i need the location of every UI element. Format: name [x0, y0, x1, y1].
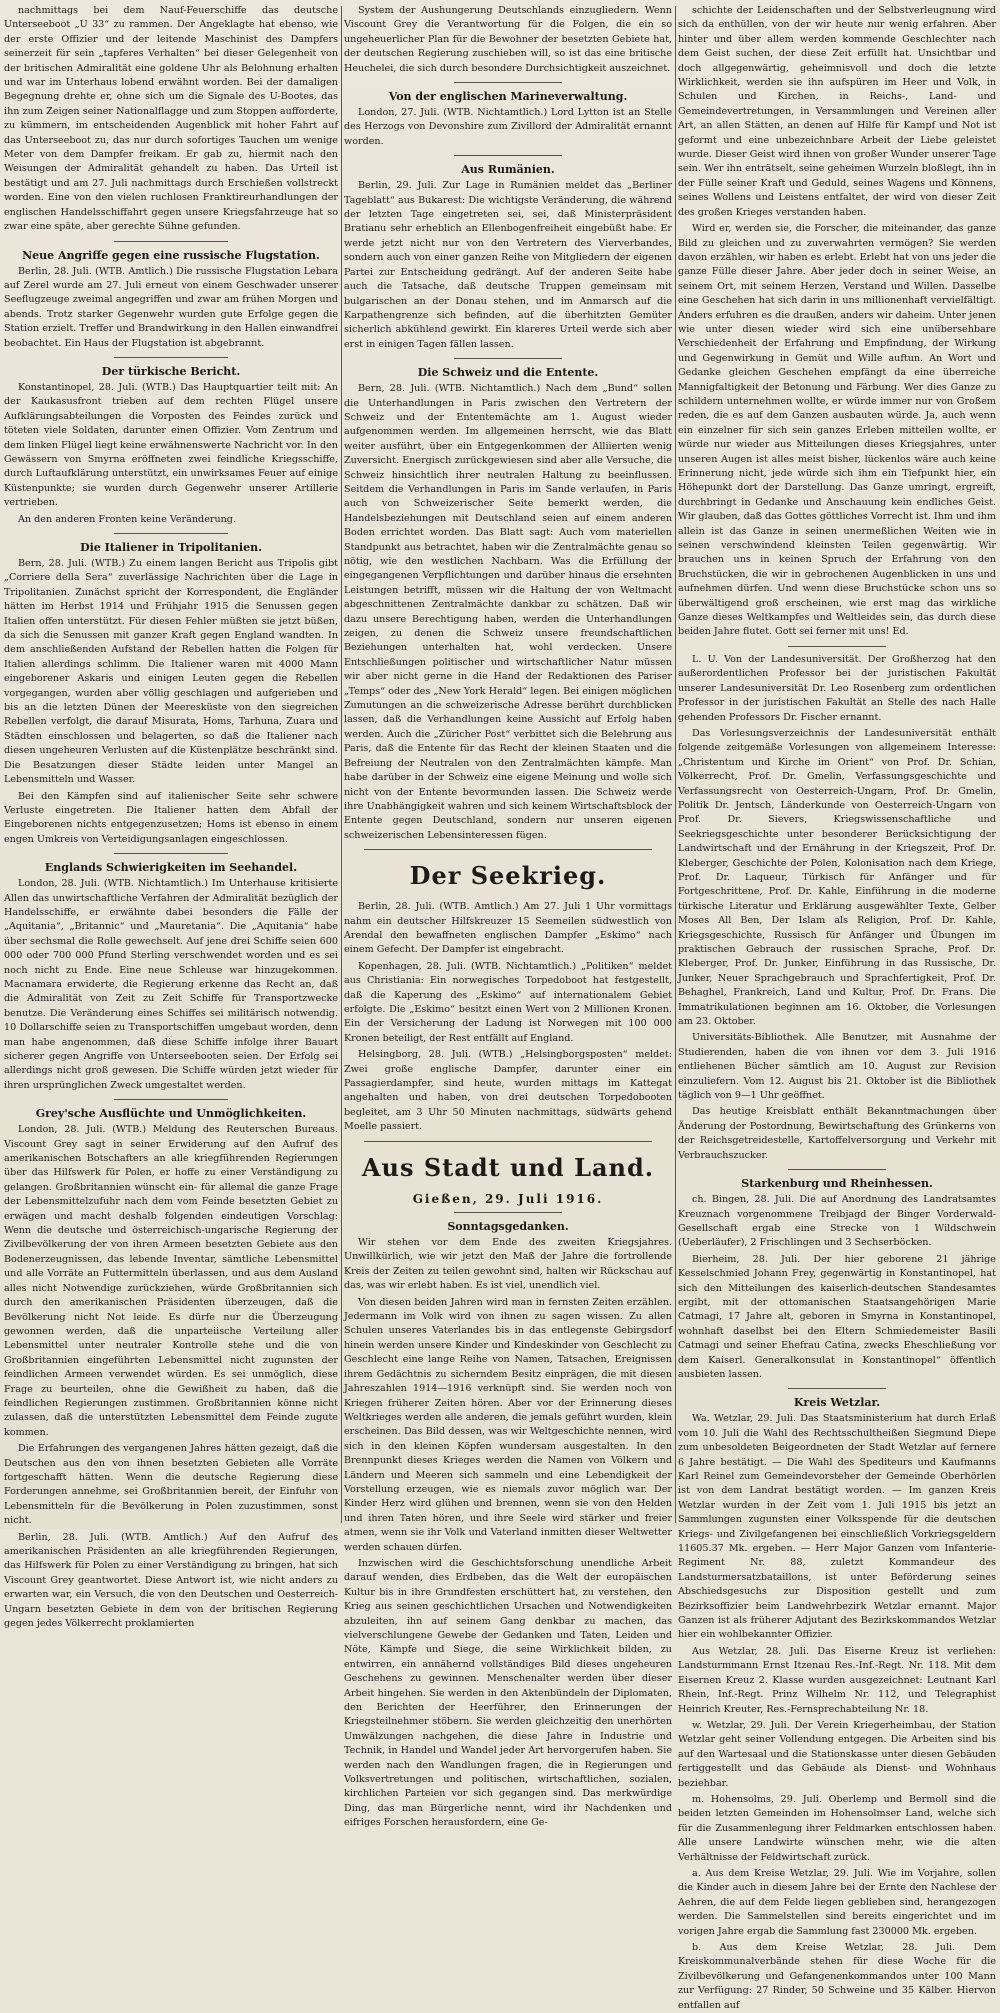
article-paragraph: Helsingborg, 28. Juli. (WTB.) „Helsingborgsposten“ meldet: Zwei große englische Dampfer, darunter einer ein Passagierdampfer, sind heute, wurden mittags im Kattegat angehalten und haben, von drei deutschen Torpedobooten begleitet, am 3 Uhr 50 Minuten nachmittags, südwärts gehend Moelle passiert. — [344, 1049, 672, 1133]
column-1 — [4, 4, 338, 1630]
article-paragraph: London, 27. Juli. (WTB. Nichtamtlich.) Lord Lytton ist an Stelle des Herzogs von Devonshire zum Zivillord der Admiralität ernannt worden. — [344, 107, 672, 147]
section-heading: Aus Rumänien. — [461, 163, 555, 177]
column-3 — [678, 4, 996, 2011]
section-divider — [454, 1212, 562, 1213]
dateline: Gießen, 29. Juli 1916. — [412, 1191, 604, 1206]
section-heading: Kreis Wetzlar. — [793, 1396, 881, 1410]
article-paragraph: Universitäts-Bibliothek. Alle Benutzer, mit Ausnahme der Studierenden, haben die von ihnen vor dem 3. Juli 1916 entliehenen Bücher sämtlich am 10. August zur Revision einzuliefern. Vom 12. August bis 21. Oktober ist die Bibliothek täglich von 9—1 Uhr geöffnet. — [678, 1032, 996, 1102]
section-divider — [788, 646, 886, 647]
section-divider — [454, 358, 562, 359]
article-paragraph: London, 28. Juli. (WTB.) Meldung des Reuterschen Bureaus. Viscount Grey sagt in seiner Erwiderung auf den Aufruf des amerikanischen Botschafters an alle kriegführenden Regierungen über das Hilfswerk für Polen, er hoffe zu einer Verständigung zu gelangen. Großbritannien wünscht ein- für allemal die ganze Frage der Lebensmittelzufuhr nach dem vom Feinde besetzten Gebiet zu erwägen und macht deshalb folgenden eindeutigen Vorschlag: Wenn die deutsche und österreichisch-ungarische Regierung der Zivilbevölkerung der von ihren Armeen besetzten Gebiete aus den Bodenerzeugnissen, das lebende Inventar, sämtliche Lebensmittel und alle Vorräte an Futtermitteln überlassen, und aus dem Ausland alles nicht Notwendige zurückziehen, würde Großbritannien sich durch den amerikanischen Präsidenten überzeugen, daß die Bevölkerung nicht Not leide. Es dürfe nur die Überzeugung gewonnen werden, daß die unparteiische Verteilung aller Lebensmittel unter neutraler Kontrolle stehe und die von Großbritannien eingeführten Lebensmittel nicht zugunsten der feindlichen Armeen verwendet würden. Es sei unmöglich, diese Frage zu beurteilen, ohne die Gewißheit zu haben, daß die feindlichen Regierungen zustimmen. Großbritannien könne nicht zulassen, daß die unterstützten Lebensmittel dem Feinde zugute kommen. — [4, 1124, 338, 1438]
section-divider — [114, 1099, 228, 1100]
section-heading: Der türkische Bericht. — [101, 364, 241, 378]
section-divider — [788, 1169, 886, 1170]
article-paragraph: m. Hohensolms, 29. Juli. Oberlemp und Bermoll sind die beiden letzten Gemeinden im Hohensolmser Land, welche sich für die Zusammenlegung ihrer Feldmarken entschlossen haben. Alle unsere Landwirte wünschen mehr, wie die alten Verhältnisse der Feldwirtschaft zurück. — [678, 1793, 996, 1863]
column-rule — [675, 6, 676, 1523]
article-paragraph: System der Aushungerung Deutschlands einzugliedern. Wenn Viscount Grey die Verantwortung für die Folgen, die ein so ungeheuerlicher Plan für die Bewohner der besetzten Gebiete hat, der deutschen Regierung zuschieben will, so ist das eine britische Heuchelei, die sich durch besondere Durchsichtigkeit auszeichnet. — [344, 5, 672, 74]
section-heading: Die Italiener in Tripolitanien. — [80, 541, 262, 554]
article-paragraph: ch. Bingen, 28. Juli. Die auf Anordnung des Landratsamtes Kreuznach vorgenommene Treibjagd der Binger Vorderwald-Gesellschaft ergab eine Strecke von 1 Wildschwein (Ueberläufer), 2 Frischlingen und 3 Sechserböcken. — [678, 1194, 996, 1249]
article-paragraph: Bierheim, 28. Juli. Der hier geborene 21 jährige Kesselschmied Johann Frey, gegenwärtig in Konstantinopel, hat sich den Mitteilungen des kaiserlich-deutschen Standesamtes ergibt, mit der ottomanischen Staatsangehörigen Marie Catmagi, 17 Jahre alt, geboren in Smyrna in Konstantinopel, wohnhaft daselbst bei den Eltern Schmiedemeister Basili Catmagi und seiner Ehefrau Catina, zwecks Eheschließung vor dem Kaiserl. Generalkonsulat in Konstantinopel“ öffentlich ausbieten lassen. — [678, 1253, 996, 1380]
section-heading: Aus Stadt und Land. — [361, 1152, 655, 1182]
article-paragraph: Das heutige Kreisblatt enthält Bekanntmachungen über Änderung der Postordnung, Bewirtschaftung des Grünkerns von der Reichsgetreidestelle, Kartoffelversorgung und Verkehr mit Verbrauchszucker. — [678, 1106, 996, 1161]
column-rule — [341, 6, 342, 1523]
column-2 — [344, 4, 672, 1829]
section-heading: Sonntagsgedanken. — [447, 1220, 569, 1234]
article-paragraph: schichte der Leidenschaften und der Selbstverleugnung wird sich da enthüllen, von der wir heute nur wenig erfahren. Aber hinter und über allem werden kommende Geschlechter nach dem Geist suchen, der diese Zeit erfüllt hat. Unsichtbar und doch allgegenwärtig, geheimnisvoll und doch die letzte Wirklichkeit, werden sie ihn aufspüren im Heer und Volk, in Schulen und Kirchen, in Reichs-, Land- und Gemeindevertretungen, in Versammlungen und Vereinen aller Art, an allen Stätten, an denen auf Hilfe für Kampf und Not ist geformt und eine unbezeichnbare Arbeit der Liebe geleistet wurde. Dieser Geist wird ihnen von großer Wunder unserer Tage sein. Wer ihn enträtselt, seine geheimen Wurzeln bloßlegt, ihn in der Fülle seiner Kraft und Geduld, seines Wagens und Könnens, seines Wollens und Leistens entfaltet, der wird von dieser Zeit des großen Krieges verstanden haben. — [678, 5, 996, 218]
article-paragraph: Berlin, 28. Juli. (WTB. Amtlich.) Die russische Flugstation Lebara auf Zerel wurde am 27. Juli erneut von einem Geschwader unserer Seeflugzeuge zweimal angegriffen und zwar am frühen Morgen und abends. Trotz starker Gegenwehr wurden gute Erfolge gegen die Station erzielt. Treffer und Brandwirkung in den Hallen einwandfrei beobachtet. Ein Haus der Flugstation ist abgebrannt. — [4, 265, 338, 349]
article-paragraph: Inzwischen wird die Geschichtsforschung unendliche Arbeit darauf wenden, dies Erdbeben, das die Welt der europäischen Kultur bis in ihre Grundfesten erschüttert hat, zu verstehen, den Krieg aus seinen geschichtlichen Ursachen und Notwendigkeiten abzuleiten, ihn auf seinem Gang denkbar zu machen, das vielverschlungene Gewebe der Gedanken und Taten, Leiden und Nöte, Kämpfe und Siege, die seine Wirklichkeit bilden, zu entwirren, ein annähernd vollständiges Bild dieses ungeheuren Geschehens zu gewinnen. Menschenalter werden über dieser Arbeit hingehen. Sie werden in den Aktenbündeln der Diplomaten, den Berichten der Heerführer, den Erinnerungen der Kriegsteilnehmer stöbern. Sie werden gleichzeitig den unerhörten Umwälzungen nachgehen, die diese Jahre in Industrie und Technik, in Handel und Wandel jeder Art hervorgerufen haben. Sie werden nach den Wandlungen fragen, die in Regierungen und Volksvertretungen und politischen, wirtschaftlichen, sozialen, kirchlichen Parteien vor sich gegangen sind. Das merkwürdige Ding, das man Bürgerliche nennt, wird ihr Nachdenken und eifriges Forschen herausfordern, eine Ge- — [344, 1557, 672, 1829]
section-heading: Englands Schwierigkeiten im Seehandel. — [44, 861, 298, 875]
section-heading: Die Schweiz und die Entente. — [417, 366, 599, 380]
section-heading: Der Seekrieg. — [409, 861, 607, 891]
section-divider — [364, 849, 652, 850]
article-paragraph: Bern, 28. Juli. (WTB. Nichtamtlich.) Nach dem „Bund“ sollen die Unterhandlungen in Paris zwischen den Vertretern der Schweiz und der Ententemächte am 1. August wieder aufgenommen werden. Im allgemeinen herrscht, wie das Blatt weiter ausführt, über ein Entgegenkommen der Alliierten wenig Zuversicht. Energisch zurückgewiesen sind aber alle Versuche, die Schweiz hinsichtlich ihrer neutralen Haltung zu beeinflussen. Seitdem die Verhandlungen in Paris im Sande verlaufen, in Paris auch von Schweizerischer Seite bemerkt werden, die Handelsbeziehungen mit Deutschland seien auf einem anderen Boden errichtet worden. Das Blatt sagt: Auch vom materiellen Standpunkt aus betrachtet, haben wir die Zentralmächte genau so nötig, wie den westlichen Nachbarn. Was die Erfüllung der eingegangenen Verpflichtungen und darüber hinaus die ersehnten Leistungen betrifft, müssen wir die Haltung der von Weltmacht abgeschnittenen Zentralmächte dankbar zu schätzen. Daß wir dazu unsere Berechtigung haben, werden die Unterhandlungen zeigen, zu denen die Schweiz unsere freundschaftlichen Beziehungen unterhalten hat, wohl verdecken. Unsere Entschließungen politischer und wirtschaftlicher Natur müssen wir aber nicht gerne in die Hand der Redaktionen des Pariser „Temps“ oder des „New York Herald“ legen. Bei einigen möglichen Zumutungen an die schweizerische Adresse berührt durchblicken lassen, daß die Verhandlungen keine Aussicht auf Erfolg haben werden. Auch die „Züricher Post“ verbittet sich die Belehrung aus Paris, daß die Entente für das Recht der kleinen Staaten und die Befreiung der Neutralen von den Zentralmächten kämpfe. Man habe darüber in der Schweiz eine eigene Meinung und wolle sich nicht von der Entente bevormunden lassen. Die Schweiz werde ihre Unabhängigkeit wahren und sich keinem Wirtschaftsblock der Entente gegen Deutschland, sondern nur unseren eigenen schweizerischen Lebensinteressen fügen. — [344, 383, 672, 841]
article-paragraph: a. Aus dem Kreise Wetzlar, 29. Juli. Wie im Vorjahre, sollen die Kinder auch in diesem Jahre bei der Ernte den Nachlese der Aehren, die auf dem Felde liegen geblieben sind, herangezogen werden. Die Sammelstellen sind bereits eingerichtet und im vorigen Jahre ergab die Sammlung fast 230000 Mk. ergeben. — [678, 1867, 996, 1937]
article-paragraph: Wa. Wetzlar, 29. Juli. Das Staatsministerium hat durch Erlaß vom 10. Juli die Wahl des Rechtsschultheißen Siegmund Diepe zum unbesoldeten Beigeordneten der Stadt Wetzlar auf fernere 6 Jahre bestätigt. — Die Wahl des Spediteurs und Kaufmanns Karl Reinel zum Gemeindevorsteher der Gemeinde Oberhörlen ist von dem Landrat bestätigt worden. — Im ganzen Kreis Wetzlar wurden in der Zeit vom 1. Juli 1915 bis jetzt an Sammlungen zugunsten einer Volksspende für die deutschen Kriegs- und Zivilgefangenen bei einschließlich Vorkriegsgeldern 11605.37 Mk. ergeben. — Herr Major Ganzen vom Infanterie-Regiment Nr. 88, zuletzt Kommandeur des Landsturmersatzbataillons, ist unter Beförderung seines Abschiedsgesuchs zur Disposition gestellt und zum Bezirksoffizier beim Landwehrbezirk Wetzlar ernannt. Major Ganzen ist als früherer Adjutant des Bezirkskommandos Wetzlar hier ein wohlbekannter Offizier. — [678, 1413, 996, 1641]
article-paragraph: Konstantinopel, 28. Juli. (WTB.) Das Hauptquartier teilt mit: An der Kaukasusfront trieben auf dem rechten Flügel unsere Aufklärungsabteilungen die Vorposten des Feindes zurück und töteten viele Soldaten, darunter einen Offizier. Vom Zentrum und dem linken Flügel liegt keine erwähnenswerte Nachricht vor. In den Gewässern von Smyrna eröffneten zwei feindliche Kriegsschiffe, durch Luftaufklärung unterstützt, ein unwirksames Feuer auf einige Küstenpunkte; sie wurden durch Gegenwehr unserer Artillerie vertrieben. — [4, 381, 338, 509]
article-paragraph: Berlin, 29. Juli. Zur Lage in Rumänien meldet das „Berliner Tageblatt“ aus Bukarest: Die wichtigste Veränderung, die während der letzten Tage eingetreten sei, sei, daß Ministerpräsident Bratianu sehr erheblich an Ellenbogenfreiheit eingebüßt habe. Er werde jetzt nicht nur von den Vertretern des Vierverbandes, sondern auch von einer ganzen Reihe von Mitgliedern der eigenen Partei zur Entscheidung gedrängt. Auf der anderen Seite habe auch die Tatsache, daß deutsche Truppen gemeinsam mit bulgarischen an der Donau stehen, und im Anmarsch auf die Karpathengrenze sich befinden, auf die überhitzten Gemüter sicherlich abkühlend gewirkt. Ein klareres Urteil werde sich aber erst in einigen Tagen fällen lassen. — [344, 180, 672, 350]
article-paragraph: Kopenhagen, 28. Juli. (WTB. Nichtamtlich.) „Politiken“ meldet aus Christiania: Ein norwegisches Torpedoboot hat festgestellt, daß die Kaperung des „Eskimo“ auf internationalem Gebiet erfolgte. Die „Eskimo“ besitzt einen Wert von 2 Millionen Kronen. Ein der Versicherung der Ladung ist Norwegen mit 100 000 Kronen beteiligt, der Rest entfällt auf England. — [344, 960, 672, 1044]
article-paragraph: L. U. Von der Landesuniversität. Der Großherzog hat den außerordentlichen Professor bei der juristischen Fakultät unserer Landesuniversität Dr. Leo Rosenberg zum ordentlichen Professor in der juristischen Fakultät an Stelle des nach Halle gehenden Professors Dr. Fischer ernannt. — [678, 653, 996, 723]
article-paragraph: b. Aus dem Kreise Wetzlar, 28. Juli. Dem Kreiskommunalverbände stehen für diese Woche für die Zivilbevölkerung und Gefangenenkommandos unter 100 Mann zur Verfügung: 27 Rinder, 50 Schweine und 35 Kälber. Hiervon entfallen auf — [678, 1942, 996, 2011]
article-paragraph: Wird er, werden sie, die Forscher, die miteinander, das ganze Bild zu gleichen und zu zuverwahrten vermögen? Sie werden davon erzählen, wir haben es erlebt. Erlebt hat von uns jeder die ganze Fülle dieser Jahre. Aber jeder doch in seiner Weise, an seinem Ort, mit seinem Herzen, Verstand und Willen. Dasselbe eine Geschehen hat sich darin in uns millionenhaft vervielfältigt. Anders erfuhren es die draußen, anders wir daheim. Unter jenen wie unter diesen wieder wird sich eine unübersehbare Verschiedenheit der Erfahrung und Empfindung, der Wirkung und Gegenwirkung in Gemüt und Wille auftun. An Wort und Gedanke gleichen Geschehen empfängt da eine überreiche Mannigfaltigkeit der Betonung und Färbung. Wer dies Ganze zu schildern unternehmen wollte, er würde immer nur von Großem reden, die es auf dem Ganzen ausbauten würde. Ja, auch wenn ein einzelner für sich sein ganzes Erleben mitteilen wollte, er würde nur wieder aus Mitteilungen dieses Kriegsjahres, unter unseren Augen ist alles meist bisher, lückenlos wäre auch keine Erinnerung nicht, jede würde sich ihm ein Tiefpunkt hier, ein Höhepunkt dort der Darstellung. Das Ganze umringt, ergreift, durchbringt in Gedanke und Anschauung kein endliches Geist. Wir glauben, daß das Gottes göttliches Vorrecht ist. Ihm und ihm allein ist das Ganze in seinen unermeßlichen Weiten wie in seinen verschwindend kleinsten Teilen gegenwärtig. Wir brauchen uns in keinen Spruch der Erfahrung von den Bruchstücken, die wir in gebrochenen Augenblicken in uns und aufnehmen dürfen. Und wenn diese Bruchstücke schon uns so überwältigend groß erscheinen, wie erst mag das wirkliche Ganze dieses Weltkampfes und Weltleides sein, das durch diese beiden Jahre flutet. Gott sei ferner mit uns! Ed. — [678, 223, 996, 638]
section-heading: Neue Angriffe gegen eine russische Flugstation. — [22, 248, 320, 262]
section-divider — [364, 1141, 652, 1142]
article-paragraph: Berlin, 28. Juli. (WTB. Amtlich.) Auf den Aufruf des amerikanischen Präsidenten an alle kriegführenden Regierungen, das Hilfswerk für Polen zu einer Verständigung zu bringen, hat sich Viscount Grey geantwortet. Diese Antwort ist, wie nicht anders zu erwarten war, ein Versuch, die von den Deutschen und Oesterreich-Ungarn besetzten Gebiete in dem von der britischen Regierung gegen jedes Völkerrecht proklamierten — [4, 1531, 338, 1630]
article-paragraph: Von diesen beiden Jahren wird man in fernsten Zeiten erzählen. Jedermann im Volk wird von ihnen zu sagen wissen. Zu allen Schulen unseres Vaterlandes bis in das entlegenste Gebirgsdorf hinein werden unsere Kinder und Kindeskinder von Geschlecht zu Geschlecht eine lange Reihe von Namen, Tatsachen, Ereignissen ihrem Gedächtnis zu sicherndem Besitz einprägen, die mit diesen Jahreszahlen 1914—1916 verknüpft sind. Sie werden noch von Kriegen früherer Zeiten hören. Aber vor der Erinnerung dieses Weltkrieges werden alle anderen, die jemals geführt wurden, klein erscheinen. Das Bild dessen, was wir Weltgeschichte nennen, wird sich in den kleinen Köpfen wundersam ausgestalten. In den Brennpunkt dieses Krieges werden die Namen von Völkern und Ländern und Meeren sich sammeln und eine Lebendigkeit der Vorstellung erzeugen, wie es niemals zuvor möglich war. Der Kinder Herz wird glühen und brennen, wenn sie von den Helden und ihren Taten hören, und ihre Seele wird stärker und freier atmen, wenn sie ihr Volk und Vaterland inmitten dieser Weltwetter werden schauen dürfen. — [344, 1296, 672, 1553]
section-divider — [454, 155, 562, 156]
article-paragraph: Bei den Kämpfen sind auf italienischer Seite sehr schwere Verluste eingetreten. Die Italiener hatten dem Abfall der Eingeborenen nichts entgegenzusetzen; Homs ist ebenso in einem engen Umkreis von Verteidigungsanlagen eingeschlossen. — [4, 790, 338, 845]
section-divider — [114, 357, 228, 358]
article-paragraph: Aus Wetzlar, 28. Juli. Das Eiserne Kreuz ist verliehen: Landsturmmann Ernst Itzenau Res.-Inf.-Regt. Nr. 118. Mit dem Eisernen Kreuz 2. Klasse wurden ausgezeichnet: Leutnant Karl Rhein, Inf.-Regt. Prinz Wilhelm Nr. 112, und Telegraphist Heinrich Kreuter, Res.-Fernsprechabteilung Nr. 18. — [678, 1645, 996, 1715]
section-divider — [454, 82, 562, 83]
article-paragraph: w. Wetzlar, 29. Juli. Der Verein Kriegerheimbau, der Station Wetzlar geht seiner Vollendung entgegen. Die Arbeiten sind bis auf den Wartesaal und die Stationskasse unter diesen Gebäuden fertiggestellt und das Gebäude als Dienst- und Wohnhaus beziehbar. — [678, 1719, 996, 1789]
section-divider — [114, 853, 228, 854]
article-paragraph: London, 28. Juli. (WTB. Nichtamtlich.) Im Unterhause kritisierte Allen das unwirtschaftliche Verfahren der Admiralität bezüglich der Handelsschiffe, er erwähnte dabei besonders die Fälle der „Aquitania“, „Britannic“ und „Mauretania“. Die „Aquitania“ habe über sechsmal die Rolle gewechselt. Auf jene drei Schiffe seien 600 000 oder 700 000 Pfund Sterling verschwendet worden und es sei noch nicht zu Ende. Eine neue Schleuse war hinzugekommen. Macnamara erwiderte, die Regierung erkenne das Recht an, daß die Admiralität von Zeit zu Zeit Schiffe für Transportzwecke benutze. Die Veränderung eines Schiffes sei militärisch notwendig. 10 Dollarschiffe seien zu Transportschiffen umgebaut worden, denn man habe angenommen, daß diese Schiffe infolge ihrer Bauart sicherer gegen Angriffe von Unterseebooten seien. Der Erfolg sei allerdings nicht groß gewesen. Die Schiffe würden jetzt wieder für ihren ursprünglichen Zweck umgestaltet werden. — [4, 878, 338, 1091]
section-heading: Starkenburg und Rheinhessen. — [741, 1177, 933, 1191]
section-divider — [788, 1388, 886, 1389]
article-paragraph: An den anderen Fronten keine Veränderung. — [18, 513, 236, 525]
section-heading: Von der englischen Marineverwaltung. — [388, 90, 628, 104]
section-divider — [114, 241, 228, 242]
article-paragraph: Das Vorlesungsverzeichnis der Landesuniversität enthält folgende zeitgemäße Vorlesungen von allgemeinem Interesse: „Christentum und Kirche im Orient“ von Prof. Dr. Schian, Völkerrecht, Prof. Dr. Gmelin, Verfassungsgeschichte und Verfassungsrecht von Oesterreich-Ungarn, Prof. Dr. Gmelin, Politik Dr. Jentsch, Länderkunde von Oesterreich-Ungarn von Prof. Dr. Sievers, Kriegswissenschaftliche und Seekriegsgeschichte unter besonderer Berücksichtigung der Landwirtschaft und der Ernährung in der Kriegszeit, Prof. Dr. Kleberger, Geschichte der Polen, Kolonisation nach dem Kriege, Prof. Dr. Laqueur, Türkisch für Anfänger und für Fortgeschrittene, Prof. Dr. Kahle, Einführung in die moderne türkische Literatur und Erklärung ausgewählter Texte, Gelber Moses All Ben, Der Islam als Religion, Prof. Dr. Kahle, Kriegsgeschichte, Russisch für Anfänger und Übungen im praktischen Gebrauch der russischen Sprache, Prof. Dr. Kleberger, Prof. Dr. Junker, Einführung in das Russische, Dr. Junker, Neuer Sprachgebrauch und Sprachfertigkeit, Prof. Dr. Behaghel, Frankreich, Land und Kultur, Prof. Dr. Frans. Die Immatrikulationen beginnen am 16. Oktober, die Vorlesungen am 23. Oktober. — [678, 727, 996, 1028]
article-paragraph: Wir stehen vor dem Ende des zweiten Kriegsjahres. Unwillkürlich, wie wir jetzt den Maß der Jahre die fortrollende Kreis der Zeiten zu teilen gewohnt sind, halten wir Rückschau auf das, was wir erlebt haben. Es ist viel, unendlich viel. — [344, 1237, 672, 1292]
section-divider — [114, 533, 228, 534]
article-paragraph: Bern, 28. Juli. (WTB.) Zu einem langen Bericht aus Tripolis gibt „Corriere della Sera“ zuverlässige Nachrichten über die Lage in Tripolitanien. Zunächst spricht der Korrespondent, die Engländer hätten im Herbst 1914 und Frühjahr 1915 die Senussen gegen Italien offen unterstützt. Für diesen Fehler müßten sie jetzt büßen, da sich die Senussen mit ganzer Kraft gegen England wandten. In dem anschließenden Aufstand der Rebellen hatten die Folgen für Italien allerdings schlimm. Die Italiener waren mit 4000 Mann eingeborener Askaris und einigen Leuten gegen die Rebellen vorgegangen, wurden aber völlig geschlagen und aufgerieben und bis an die letzten Dünen der Meeresküste von den siegreichen Rebellen verfolgt, die darauf Misurata, Homs, Tarhuna, Zuara und Städten einschlossen und belagerten, so daß die Italiener nach diesen ungeheuren Verlusten auf die Küstenplätze beschränkt sind. Die Besatzungen dieser Städte leiden unter Mangel an Lebensmitteln und Wasser. — [4, 558, 338, 786]
article-paragraph: Die Erfahrungen des vergangenen Jahres hätten gezeigt, daß die Deutschen aus den von ihnen besetzten Gebieten alle Vorräte fortgeschafft hätten. Wenn die deutsche Regierung diese Forderungen annehme, sei Großbritannien bereit, der Einfuhr von Lebensmitteln für die Bevölkerung in Polen zuzustimmen, sonst nicht. — [4, 1443, 338, 1527]
article-paragraph: Berlin, 28. Juli. (WTB. Amtlich.) Am 27. Juli 1 Uhr vormittags nahm ein deutscher Hilfskreuzer 15 Seemeilen südwestlich von Arendal den bewaffneten englischen Dampfer „Eskimo“ nach einem Gefecht. Der Dampfer ist eingebracht. — [344, 901, 672, 956]
article-paragraph: nachmittags bei dem Nauf-Feuerschiffe das deutsche Unterseeboot „U 33“ zu rammen. Der Angeklagte hat ebenso, wie der erste Offizier und der leitende Maschinist des Dampfers seinerzeit für sein „tapferes Verhalten“ bei dieser Gelegenheit von der britischen Admiralität eine goldene Uhr als Belohnung erhalten und war im Unterhaus lobend erwähnt worden. Bei der damaligen Begegnung drehte er, ohne sich um die Signale des U-Bootes, das ihn zum Zeigen seiner Nationalflagge und zum Stoppen aufforderte, zu kümmern, im entscheidenden Augenblick mit hoher Fahrt auf das Unterseeboot zu, das nur durch sofortiges Tauchen um wenige Meter von dem Dampfer freikam. Er gab zu, hiermit nach den Weisungen der Admiralität gehandelt zu haben. Das Urteil ist bestätigt und am 27. Juli nachmittags durch Erschießen vollstreckt worden. Eine von den vielen ruchlosen Franktireurhandlungen der englischen Handelsschiffahrt gegen unsere Kriegsfahrzeuge hat so zwar eine späte, aber gerechte Sühne gefunden. — [4, 5, 338, 233]
section-heading: Grey'sche Ausflüchte und Unmöglichkeiten. — [35, 1107, 307, 1121]
